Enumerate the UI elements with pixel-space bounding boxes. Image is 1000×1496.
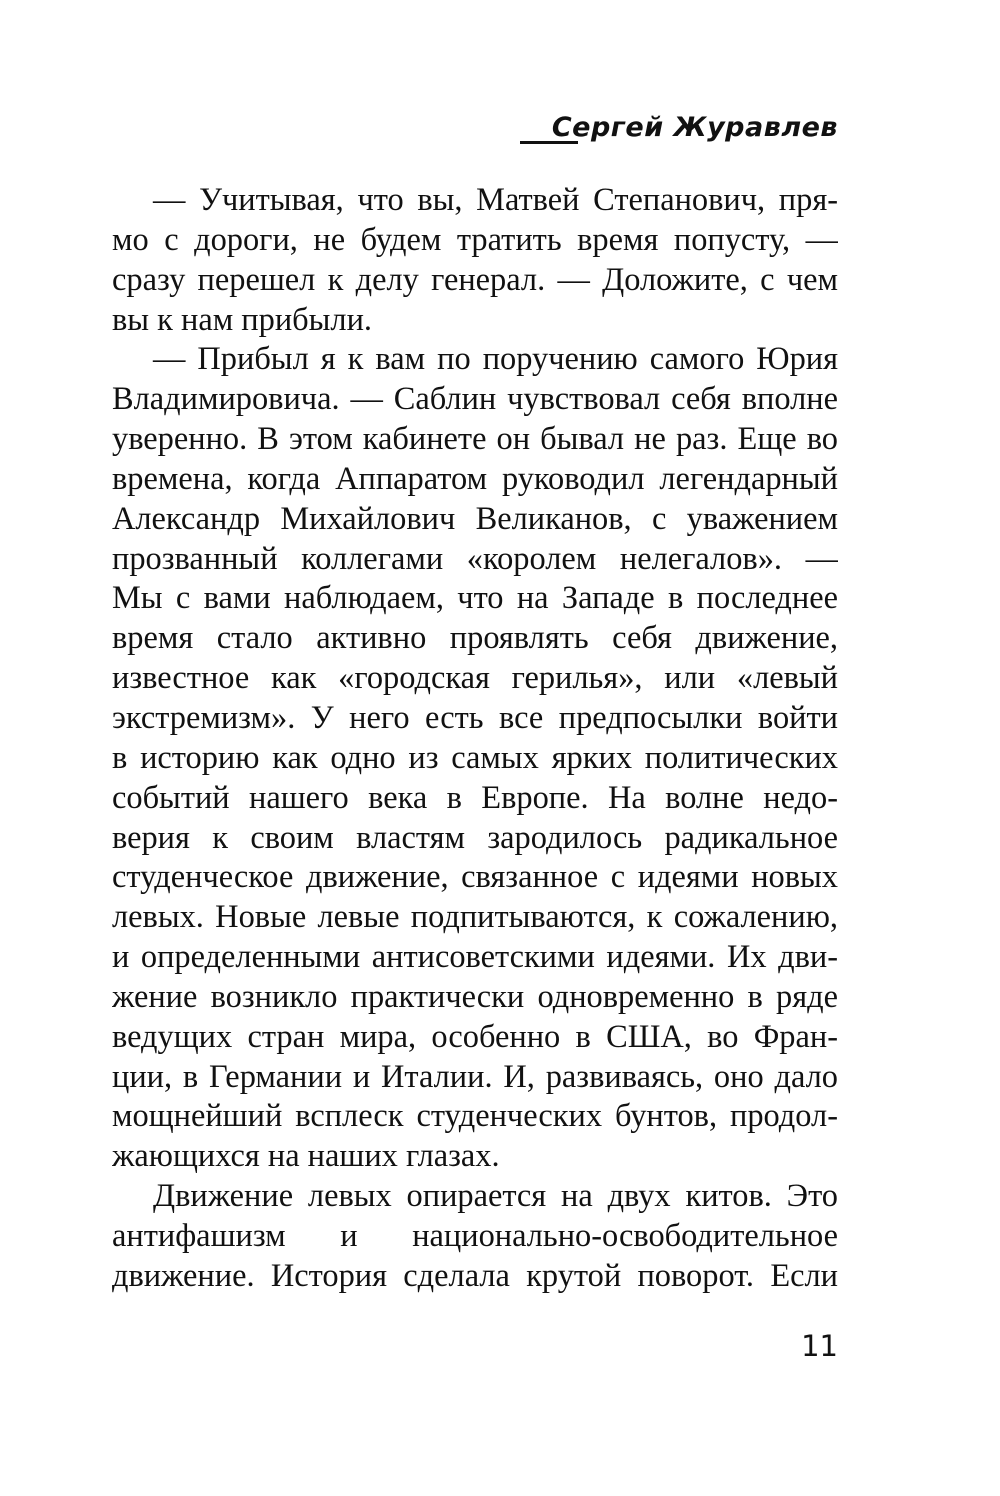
text-line: в историю как одно из самых ярких политических — [112, 739, 838, 776]
text-line: Александр Михайлович Великанов, с уважением — [112, 500, 838, 537]
text-line: Мы с вами наблюдаем, что на Западе в последнее — [112, 580, 838, 617]
text-line: ведущих стран мира, особенно в США, во Фран- — [112, 1018, 838, 1055]
text-line: прозванный коллегами «королем нелегалов». — — [112, 540, 838, 577]
text-line: верия к своим властям зародилось радикальное — [112, 819, 838, 856]
text-line: — Прибыл я к вам по поручению самого Юрия — [153, 341, 838, 378]
text-line: событий нашего века в Европе. На волне недо- — [112, 779, 838, 816]
text-line: и определенными антисоветскими идеями. Их дви- — [112, 939, 838, 976]
text-line: движение. История сделала крутой поворот. Если — [112, 1257, 838, 1294]
text-line: ции, в Германии и Италии. И, развиваясь, оно дало — [112, 1058, 838, 1095]
text-line: жение возникло практически одновременно в ряде — [112, 978, 838, 1015]
text-line: Движение левых опирается на двух китов. Это — [153, 1178, 838, 1215]
text-line: время стало активно проявлять себя движение, — [112, 620, 838, 657]
text-line: известное как «городская герилья», или «левый — [112, 660, 838, 697]
text-line: мо с дороги, не будем тратить время попусту, — — [112, 221, 838, 258]
text-line: левых. Новые левые подпитываются, к сожалению, — [112, 899, 838, 936]
text-line: вы к нам прибыли. — [112, 301, 372, 338]
text-line: — Учитывая, что вы, Матвей Степанович, пря- — [153, 182, 838, 218]
text-line: экстремизм». У него есть все предпосылки войти — [112, 699, 838, 736]
text-line: сразу перешел к делу генерал. — Доложите, с чем — [112, 261, 838, 298]
text-line: времена, когда Аппаратом руководил легендарный — [112, 460, 838, 497]
text-line: Владимировича. — Саблин чувствовал себя вполне — [112, 381, 838, 418]
text-line: антифашизм и национально-освободительное — [112, 1217, 838, 1254]
text-line: мощнейший всплеск студенческих бунтов, продол- — [112, 1098, 838, 1135]
text-line: студенческое движение, связанное с идеями новых — [112, 859, 838, 896]
text-line: уверенно. В этом кабинете он бывал не раз. Еще во — [112, 421, 838, 458]
text-line: жающихся на наших глазах. — [112, 1138, 500, 1175]
header-author: Сергей Журавлев — [551, 112, 838, 143]
page-number: 11 — [801, 1329, 838, 1363]
running-header — [520, 112, 838, 152]
body-text — [112, 181, 838, 1297]
